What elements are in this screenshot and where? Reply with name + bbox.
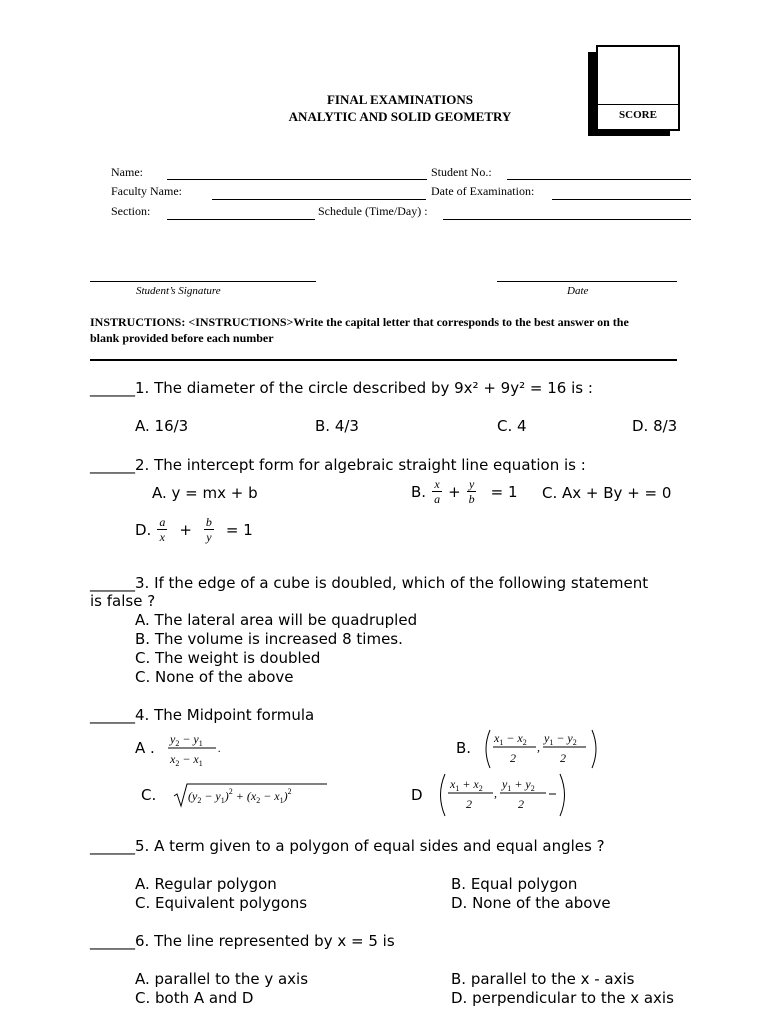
q4-option-d-label: D — [411, 786, 423, 804]
q3-option-d: C. None of the above — [135, 668, 294, 686]
q1-option-d: D. 8/3 — [632, 417, 678, 435]
faculty-name-field[interactable] — [212, 199, 426, 200]
name-label: Name: — [111, 165, 143, 179]
date-of-exam-field[interactable] — [552, 199, 691, 200]
q5-option-d: D. None of the above — [451, 894, 611, 912]
q5-option-a: A. Regular polygon — [135, 875, 277, 893]
q2-option-c: C. Ax + By + = 0 — [542, 484, 672, 502]
q1-option-b: B. 4/3 — [315, 417, 359, 435]
svg-text:y1 − y2: $y_1 - y_2$ — [544, 731, 577, 747]
question-3-line2: is false ? — [90, 592, 156, 610]
q6-option-b: B. parallel to the x - axis — [451, 970, 635, 988]
divider — [90, 359, 677, 361]
q2-option-b: B. $\frac{x}{a}$ + $\frac{y}{b}$ = 1 — [411, 477, 518, 506]
fraction-b-over-y: $\frac{b}{y}$ — [205, 515, 212, 544]
svg-text:x1 + x2: $x_1 + x_2$ — [450, 777, 483, 793]
q3-option-b: B. The volume is increased 8 times. — [135, 630, 403, 648]
faculty-name-label: Faculty Name: — [111, 184, 182, 198]
fraction-a-over-x: $\frac{a}{x}$ — [159, 515, 166, 544]
q1-option-a: A. 16/3 — [135, 417, 189, 435]
svg-text:,: , — [537, 740, 540, 754]
q2-option-a: A. y = mx + b — [152, 484, 258, 502]
q2-option-d: D. $\frac{a}{x}$ + $\frac{b}{y}$ = 1 — [135, 515, 253, 544]
date-of-exam-label: Date of Examination: — [431, 184, 535, 198]
section-field[interactable] — [167, 219, 315, 220]
score-label: SCORE — [619, 109, 657, 121]
name-field[interactable] — [167, 179, 427, 180]
exam-title: FINAL EXAMINATIONS — [326, 92, 474, 107]
q4-formula-c — [172, 780, 332, 810]
q3-option-a: A. The lateral area will be quadrupled — [135, 611, 418, 629]
svg-text:y2 − y1: $y_2 - y_1$ — [170, 732, 203, 748]
signature-label: Student’s Signature — [136, 285, 221, 297]
question-5: ______5. A term given to a polygon of equal sides and equal angles ? — [90, 837, 605, 855]
q5-option-c: C. Equivalent polygons — [135, 894, 308, 912]
question-6: ______6. The line represented by x = 5 is — [90, 932, 395, 950]
question-4: ______4. The Midpoint formula — [90, 706, 315, 724]
student-no-field[interactable] — [507, 179, 691, 180]
svg-text:x2 − x1: $x_2 - x_1$ — [170, 752, 203, 768]
fraction-y-over-b: $\frac{y}{b}$ — [468, 477, 475, 506]
q4-option-c-label: C. — [141, 786, 157, 804]
instructions-line2: blank provided before each number — [90, 331, 274, 345]
instructions-line1: INSTRUCTIONS: <INSTRUCTIONS>Write the capital letter that corresponds to the best answer on the — [90, 315, 629, 329]
svg-text:,: , — [494, 786, 497, 800]
q4-option-a-label: A . — [135, 739, 155, 757]
q1-option-c: C. 4 — [497, 417, 527, 435]
svg-text:(y2 − y1)2 + (x2 − x1)2: $(y_2 - y_1)^2 + (x_2 - x_1)^2$ — [188, 787, 292, 805]
svg-text:y1 + y2: $y_1 + y_2$ — [502, 777, 535, 793]
section-label: Section: — [111, 204, 151, 218]
date-field[interactable] — [497, 281, 677, 282]
svg-text:2: 2 — [518, 797, 524, 811]
schedule-label: Schedule (Time/Day) : — [318, 204, 428, 218]
q6-option-c: C. both A and D — [135, 989, 254, 1007]
question-3-line1: ______3. If the edge of a cube is doubled, which of the following statement — [90, 574, 649, 592]
svg-text:2: 2 — [466, 797, 472, 811]
date-label: Date — [567, 285, 589, 297]
svg-text:.: . — [218, 741, 221, 755]
svg-text:x1 − x2: $x_1 - x_2$ — [494, 731, 527, 747]
subject-title: ANALYTIC AND SOLID GEOMETRY — [288, 109, 512, 124]
q3-option-c: C. The weight is doubled — [135, 649, 321, 667]
student-no-label: Student No.: — [431, 165, 492, 179]
q4-formula-b — [482, 726, 602, 772]
q4-formula-a — [166, 728, 226, 768]
q5-option-b: B. Equal polygon — [451, 875, 578, 893]
q6-option-d: D. perpendicular to the x axis — [451, 989, 674, 1007]
q4-option-b-label: B. — [456, 739, 472, 757]
q4-formula-d — [436, 770, 572, 820]
fraction-x-over-a: $\frac{x}{a}$ — [434, 477, 441, 506]
q6-option-a: A. parallel to the y axis — [135, 970, 309, 988]
question-2: ______2. The intercept form for algebraic straight line equation is : — [90, 456, 586, 474]
signature-field[interactable] — [90, 281, 316, 282]
svg-text:2: 2 — [560, 751, 566, 765]
schedule-field[interactable] — [443, 219, 691, 220]
question-1: ______1. The diameter of the circle described by 9x² + 9y² = 16 is : — [90, 379, 593, 397]
svg-text:2: 2 — [510, 751, 516, 765]
